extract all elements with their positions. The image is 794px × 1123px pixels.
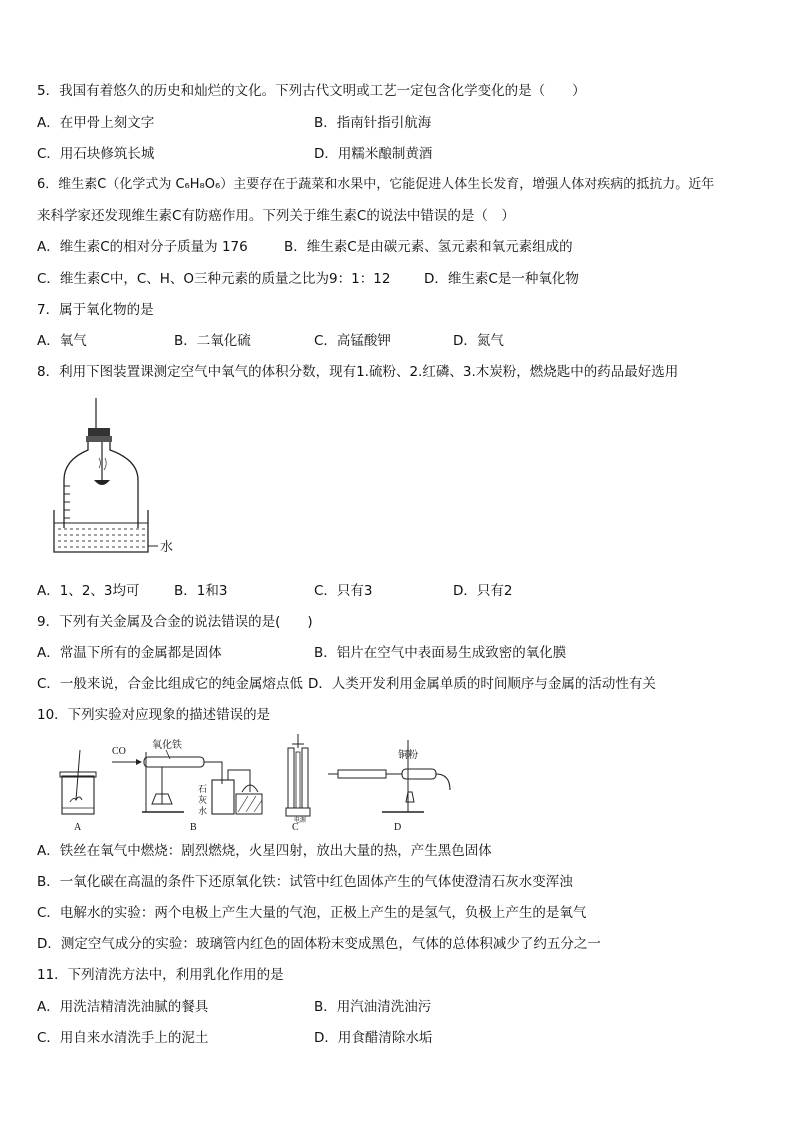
label-c: C bbox=[292, 822, 299, 833]
q7-stem: 7．属于氧化物的是 bbox=[37, 302, 154, 318]
q5-option-a: A．在甲骨上刻文字 bbox=[37, 115, 155, 131]
q11-stem: 11．下列清洗方法中，利用乳化作用的是 bbox=[37, 967, 284, 983]
q11-option-d: D．用食醋清除水垢 bbox=[314, 1030, 433, 1046]
q5-stem: 5．我国有着悠久的历史和灿烂的文化。下列古代文明或工艺一定包含化学变化的是（ ） bbox=[37, 83, 586, 99]
q6-option-d: D．维生素C是一种氧化物 bbox=[424, 271, 579, 287]
label-limewater-2: 灰 bbox=[198, 795, 208, 805]
q10-stem: 10．下列实验对应现象的描述错误的是 bbox=[37, 707, 271, 723]
q10-option-a: A．铁丝在氧气中燃烧：剧烈燃烧，火星四射，放出大量的热，产生黑色固体 bbox=[37, 843, 492, 859]
label-limewater-3: 水 bbox=[198, 806, 208, 816]
q11-option-b: B．用汽油清洗油污 bbox=[314, 999, 432, 1015]
bell-jar bbox=[64, 442, 138, 528]
q7-option-a: A．氧气 bbox=[37, 333, 87, 349]
q5-option-b: B．指南针指引航海 bbox=[314, 115, 432, 131]
q11-option-c: C．用自来水清洗手上的泥土 bbox=[37, 1030, 209, 1046]
q8-apparatus-figure bbox=[50, 398, 190, 558]
q5-option-c: C．用石块修筑长城 bbox=[37, 146, 155, 162]
combustion-spoon-icon bbox=[94, 480, 110, 485]
q10-option-c: C．电解水的实验：两个电极上产生大量的气泡，正极上产生的是氢气，负极上产生的是氧气 bbox=[37, 905, 587, 921]
q9-option-b: B．铝片在空气中表面易生成致密的氧化膜 bbox=[314, 645, 567, 661]
q6-option-a: A．维生素C的相对分子质量为 176 bbox=[37, 239, 248, 255]
q10-option-d: D．测定空气成分的实验：玻璃管内红色的固体粉末变成黑色，气体的总体积减少了约五分之一 bbox=[37, 936, 601, 952]
q6-stem-line1: 6．维生素C（化学式为 C₆H₈O₆）主要存在于蔬菜和水果中，它能促进人体生长发育，增强人体对疾病的抵抗力。近年 bbox=[37, 177, 715, 192]
q9-stem: 9．下列有关金属及合金的说法错误的是( ) bbox=[37, 614, 313, 630]
q7-option-d: D．氮气 bbox=[453, 333, 504, 349]
water-label: 水 bbox=[160, 540, 174, 555]
label-co: CO bbox=[112, 746, 126, 757]
q6-option-b: B．维生素C是由碳元素、氢元素和氧元素组成的 bbox=[284, 239, 573, 255]
q9-option-d: D．人类开发利用金属单质的时间顺序与金属的活动性有关 bbox=[308, 676, 656, 692]
q9-option-c: C．一般来说，合金比组成它的纯金属熔点低 bbox=[37, 676, 303, 692]
label-iron-oxide: 氧化铁 bbox=[152, 740, 182, 751]
experiment-a-figure bbox=[60, 750, 96, 833]
q10-experiments-figure bbox=[52, 732, 462, 834]
label-power: 电源 bbox=[294, 818, 307, 824]
q8-option-c: C．只有3 bbox=[314, 583, 373, 599]
q10-option-b: B．一氧化碳在高温的条件下还原氧化铁：试管中红色固体产生的气体使澄清石灰水变浑浊 bbox=[37, 874, 573, 890]
experiment-b-figure bbox=[112, 738, 262, 833]
label-b: B bbox=[190, 822, 197, 833]
q7-option-c: C．高锰酸钾 bbox=[314, 333, 391, 349]
q8-option-a: A．1、2、3均可 bbox=[37, 583, 140, 599]
q8-stem: 8．利用下图装置课测定空气中氧气的体积分数，现有1.硫粉、2.红磷、3.木炭粉，燃烧匙中的药品最好选用 bbox=[37, 364, 679, 380]
label-d: D bbox=[394, 822, 402, 833]
q7-option-b: B．二氧化硫 bbox=[174, 333, 251, 349]
label-limewater-1: 石 bbox=[198, 784, 208, 794]
q11-option-a: A．用洗洁精清洗油腻的餐具 bbox=[37, 999, 209, 1015]
experiment-c-figure bbox=[286, 734, 310, 833]
q6-option-c: C．维生素C中，C、H、O三种元素的质量之比为9：1：12 bbox=[37, 271, 391, 287]
q5-option-d: D．用糯米酿制黄酒 bbox=[314, 146, 433, 162]
q8-option-d: D．只有2 bbox=[453, 583, 513, 599]
q9-option-a: A．常温下所有的金属都是固体 bbox=[37, 645, 222, 661]
experiment-d-figure bbox=[328, 740, 450, 833]
water-trough bbox=[54, 510, 148, 552]
label-a: A bbox=[74, 822, 82, 833]
q8-option-b: B．1和3 bbox=[174, 583, 228, 599]
label-copper-powder: 铜粉 bbox=[398, 750, 418, 761]
q6-stem-line2: 来科学家还发现维生素C有防癌作用。下列关于维生素C的说法中错误的是（ ） bbox=[37, 208, 515, 224]
